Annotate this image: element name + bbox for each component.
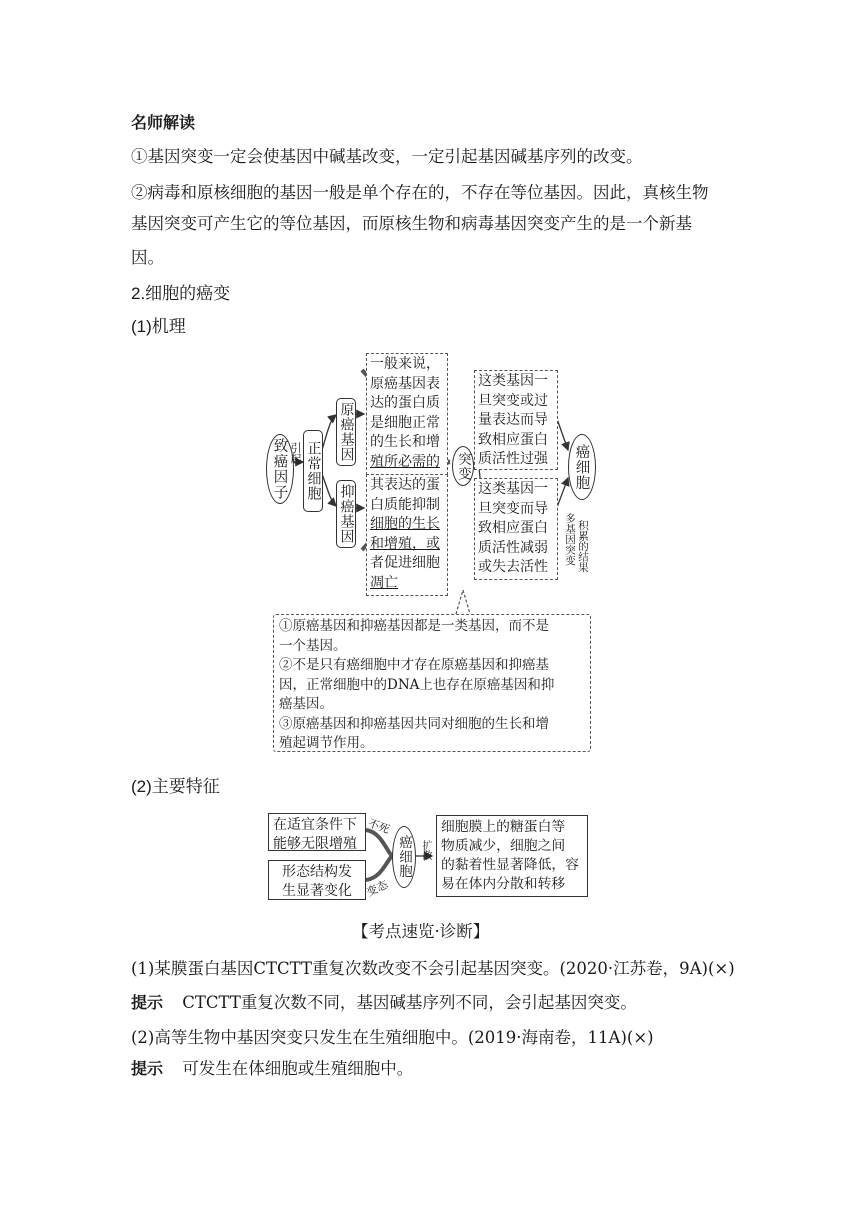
hint-2 bbox=[131, 1058, 413, 1080]
proto-oncogene-node: 原癌基因 bbox=[336, 398, 356, 466]
tumor-suppressor-effect: 这类基因一 旦突变而导 致相应蛋白 质活性减弱 或失去活性 bbox=[474, 478, 558, 580]
hint-1 bbox=[131, 992, 637, 1014]
paragraph-2-line-2: 基因突变可产生它的等位基因，而原核生物和病毒基因突变产生的是一个新基 bbox=[131, 214, 692, 233]
hint-2-text: 可发生在体细胞或生殖细胞中。 bbox=[182, 1059, 414, 1078]
subheading-features: (2)主要特征 bbox=[131, 777, 220, 796]
label-immortal: 不死 bbox=[366, 816, 392, 837]
paragraph-2-line-1: ②病毒和原核细胞的基因一般是单个存在的，不存在等位基因。因此，真核生物 bbox=[131, 183, 709, 202]
feature-result-box: 细胞膜上的糖蛋白等 物质减少，细胞之间 的黏着性显著降低，容 易在体内分散和转移 bbox=[436, 815, 588, 897]
cancer-cell-node: 癌细胞 bbox=[568, 434, 596, 500]
cancer-cell-node-2: 癌细胞 bbox=[392, 826, 416, 888]
features-diagram bbox=[266, 810, 596, 905]
normal-cell-node: 正常细胞 bbox=[303, 430, 323, 512]
review-title: 【考点速览·诊断】 bbox=[352, 922, 490, 941]
label-spread: 扩散 bbox=[420, 840, 431, 860]
proto-oncogene-effect: 这类基因一 旦突变或过 量表达而导 致相应蛋白 质活性过强 bbox=[474, 370, 558, 470]
subheading-mechanism: (1)机理 bbox=[131, 317, 186, 336]
paragraph-2-line-3: 因。 bbox=[131, 248, 164, 267]
section-title: 名师解读 bbox=[131, 113, 196, 132]
arrow-label-cause: 引起 bbox=[289, 442, 302, 464]
question-2: (2)高等生物中基因突变只发生在生殖细胞中。(2019·海南卷，11A)(×) bbox=[131, 1028, 654, 1047]
heading-cell-cancer: 2.细胞的癌变 bbox=[131, 284, 231, 303]
hint-1-text: CTCTT重复次数不同，基因碱基序列不同，会引起基因突变。 bbox=[182, 993, 637, 1012]
question-1: (1)某膜蛋白基因CTCTT重复次数改变不会引起基因突变。(2020·江苏卷，9A)(×) bbox=[131, 959, 735, 978]
feature-morphology-change: 形态结构发 生显著变化 bbox=[268, 860, 366, 900]
hint-label: 提示 bbox=[131, 1059, 164, 1078]
proto-oncogene-description: 一般来说， 原癌基因表 达的蛋白质 是细胞正常 的生长和增 殖所必需的 bbox=[366, 353, 448, 475]
carcinogen-node: 致癌因子 bbox=[266, 434, 294, 504]
tumor-suppressor-node: 抑癌基因 bbox=[336, 480, 356, 548]
side-note-line-2: 积累的结果 bbox=[577, 520, 589, 573]
tumor-suppressor-description: 其表达的蛋 白质能抑制 细胞的生长 和增殖，或 者促进细胞 凋亡 bbox=[366, 474, 448, 596]
notes-box: ①原癌基因和抑癌基因都是一类基因，而不是 一个基因。 ②不是只有癌细胞中才存在原癌基因和抑癌基 因，正常细胞中的DNA上也存在原癌基因和抑 癌基因。 ③原癌基因和抑癌基因共同对细胞的生长和增 殖起调节作用。 bbox=[273, 614, 591, 752]
mutation-node: 突变 bbox=[452, 446, 474, 486]
feature-unlimited-growth: 在适宜条件下 能够无限增殖 bbox=[268, 813, 366, 851]
paragraph-1: ①基因突变一定会使基因中碱基改变，一定引起基因碱基序列的改变。 bbox=[131, 147, 643, 166]
hint-label: 提示 bbox=[131, 993, 164, 1012]
mechanism-diagram bbox=[266, 350, 596, 760]
label-deform: 变态 bbox=[364, 877, 390, 899]
side-note-line-1: 多基因突变 bbox=[564, 513, 576, 566]
